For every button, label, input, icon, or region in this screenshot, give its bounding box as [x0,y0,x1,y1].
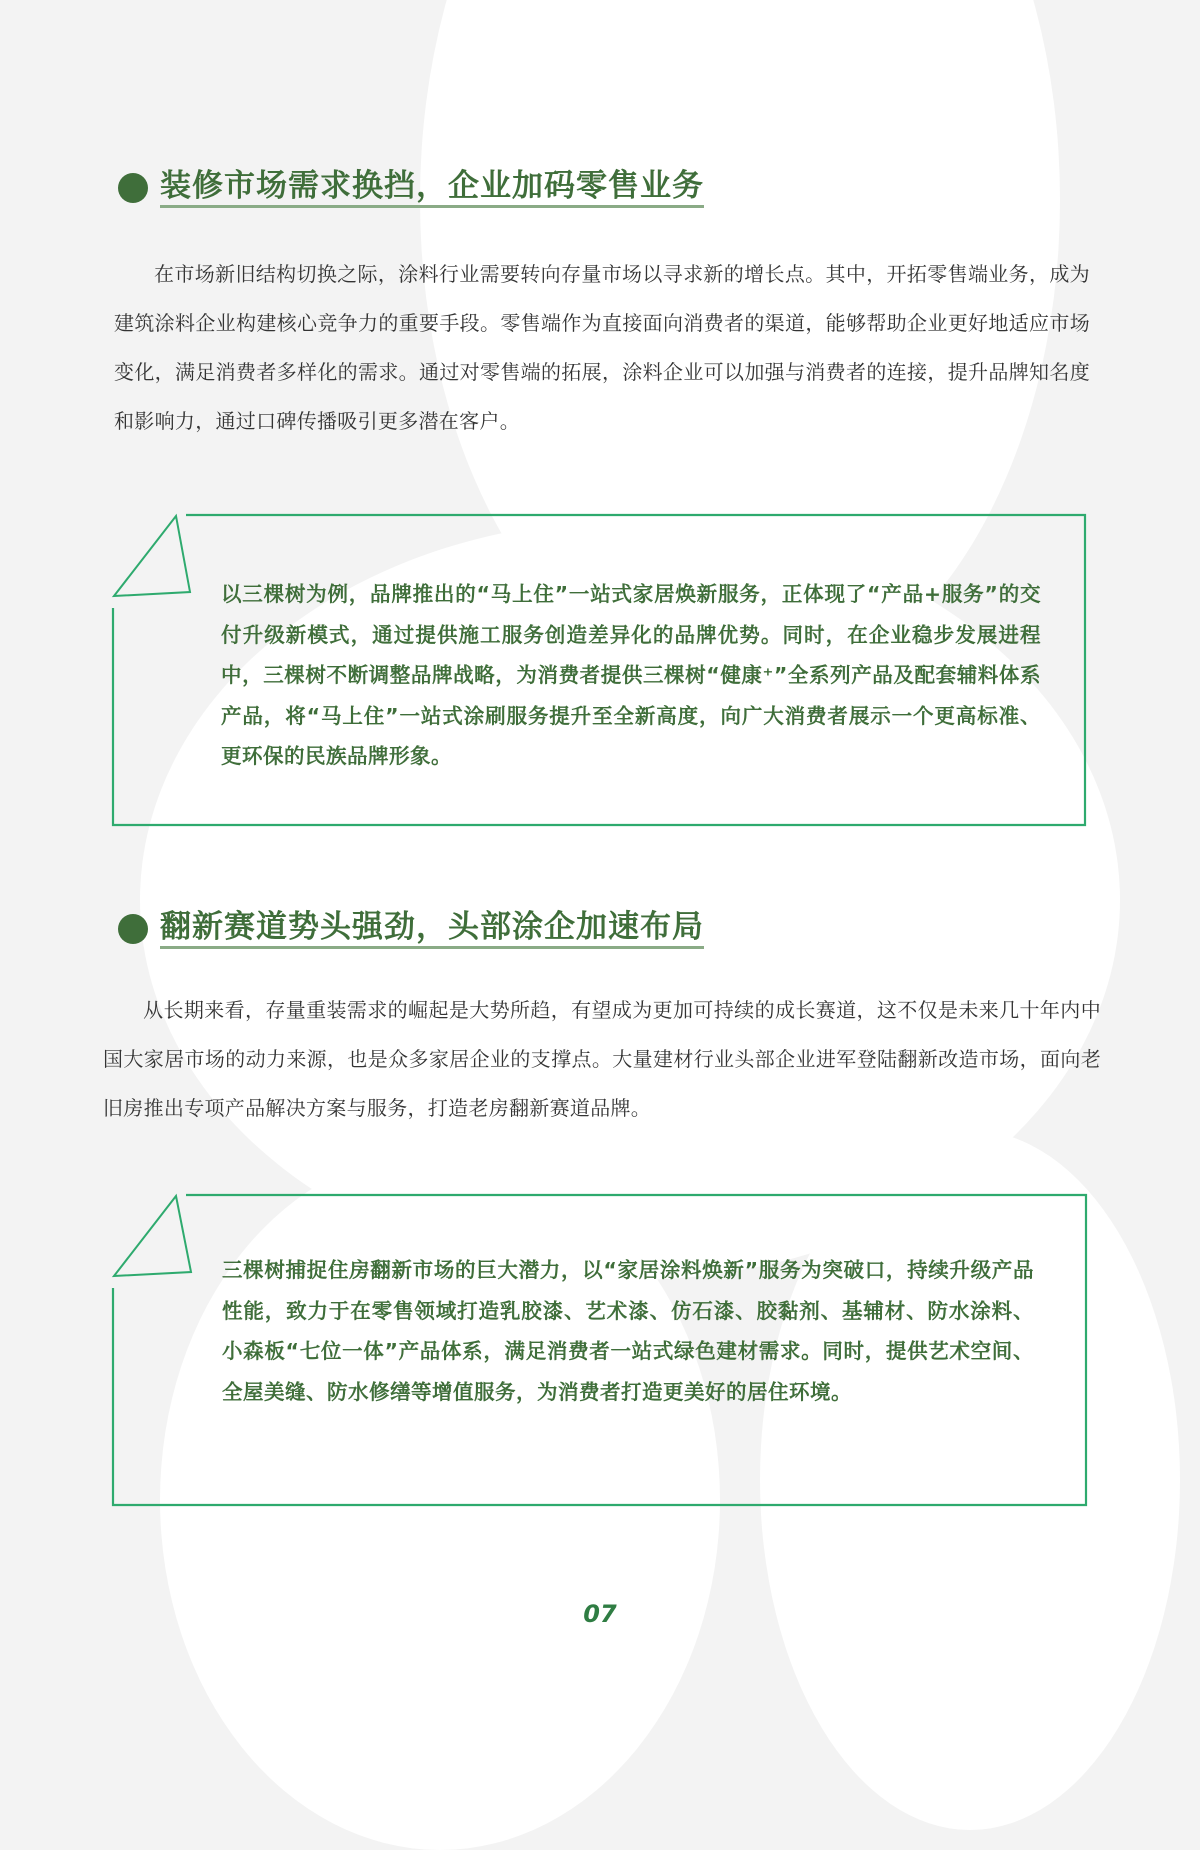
paragraph-text: 在市场新旧结构切换之际，涂料行业需要转向存量市场以寻求新的增长点。其中，开拓零售端业务，成为建筑涂料企业构建核心竞争力的重要手段。零售端作为直接面向消费者的渠道，能够帮助企业更好地适应市场变化，满足消费者多样化的需求。通过对零售端的拓展，涂料企业可以加强与消费者的连接，提升品牌知名度和影响力，通过口碑传播吸引更多潜在客户。 [114,262,1090,433]
callout-text-1: 以三棵树为例，品牌推出的“马上住”一站式家居焕新服务，正体现了“产品+服务”的交付升级新模式，通过提供施工服务创造差异化的品牌优势。同时，在企业稳步发展进程中，三棵树不断调整品牌战略，为消费者提供三棵树“健康⁺”全系列产品及配套辅料体系产品，将“马上住”一站式涂刷服务提升至全新高度，向广大消费者展示一个更高标准、更环保的民族品牌形象。 [221,582,1041,768]
paragraph-text: 从长期来看，存量重装需求的崛起是大势所趋，有望成为更加可持续的成长赛道，这不仅是未来几十年内中国大家居市场的动力来源，也是众多家居企业的支撑点。大量建材行业头部企业进军登陆翻新改造市场，面向老旧房推出专项产品解决方案与服务，打造老房翻新赛道品牌。 [103,998,1101,1120]
page-number: 07 [583,1600,617,1628]
heading-text: 翻新赛道势头强劲，头部涂企加速布局 [160,909,704,949]
heading-text: 装修市场需求换挡，企业加码零售业务 [160,168,704,208]
callout-text-2: 三棵树捕捉住房翻新市场的巨大潜力，以“家居涂料焕新”服务为突破口，持续升级产品性能，致力于在零售领域打造乳胶漆、艺术漆、仿石漆、胶黏剂、基辅材、防水涂料、小森板“七位一体”产品体系，满足消费者一站式绿色建材需求。同时，提供艺术空间、全屋美缝、防水修缮等增值服务，为消费者打造更美好的居住环境。 [222,1258,1034,1404]
